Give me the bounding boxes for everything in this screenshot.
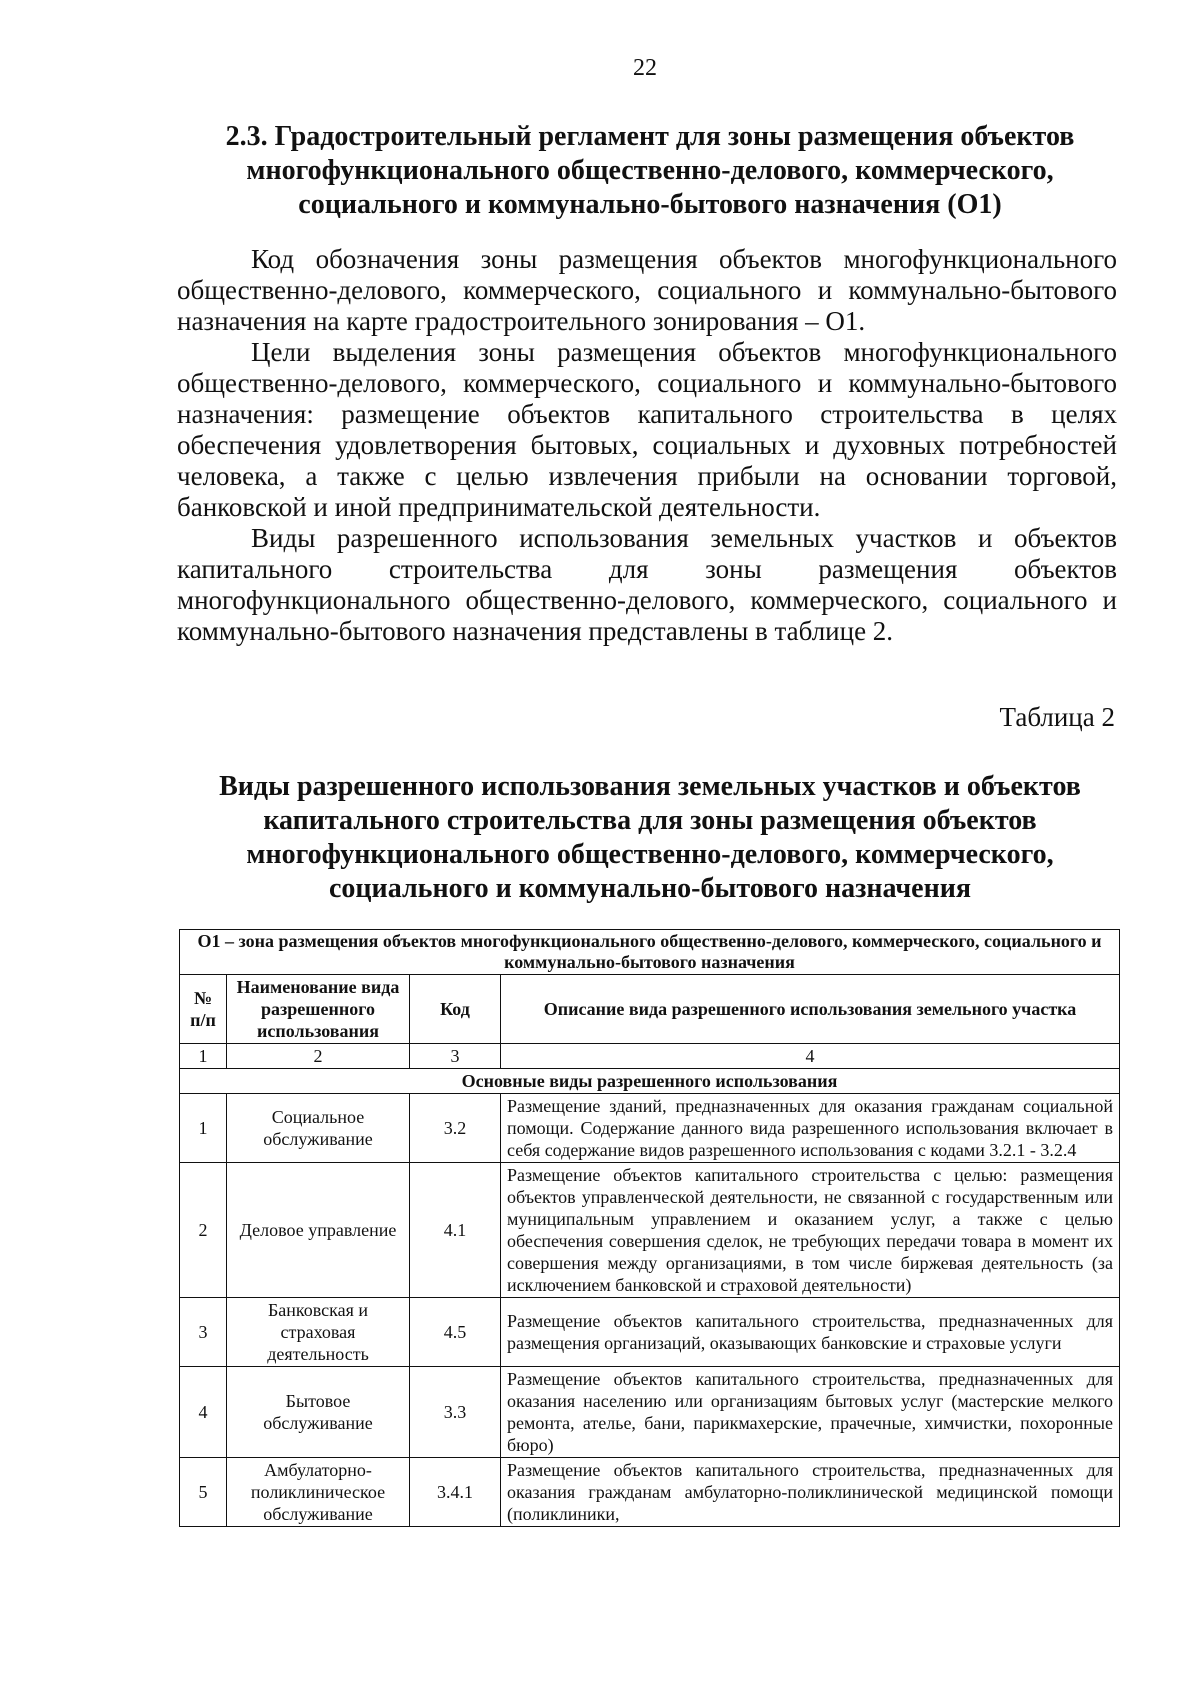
row-num: 2	[180, 1163, 227, 1298]
paragraph: Виды разрешенного использования земельных участков и объектов капитального строительства для зоны размещения объектов многофункционального общественно-делового, коммерческого, социального и коммунально-бытового назначения представлены в таблице 2.	[177, 523, 1117, 646]
table-row	[180, 1094, 1120, 1163]
row-desc: Размещение объектов капитального строительства, предназначенных для оказания гражданам амбулаторно-поликлинической медицинской помощи (поликлиники,	[501, 1458, 1120, 1527]
table-row	[180, 1298, 1120, 1367]
row-name: Деловое управление	[227, 1163, 410, 1298]
paragraph: Код обозначения зоны размещения объектов многофункционального общественно-делового, коммерческого, социального и коммунально-бытового назначения на карте градостроительного зонирования – О1.	[177, 244, 1117, 336]
group-row	[180, 1069, 1120, 1094]
column-header-row	[180, 975, 1120, 1044]
row-code: 3.2	[410, 1094, 501, 1163]
row-num: 1	[180, 1094, 227, 1163]
zone-header: О1 – зона размещения объектов многофункционального общественно-делового, коммерческого, социального и коммунально-бытового назначения	[180, 930, 1120, 975]
row-desc: Размещение объектов капитального строительства, предназначенных для оказания населению или организациям бытовых услуг (мастерские мелкого ремонта, ателье, бани, парикмахерские, прачечные, химчистки, похоронные бюро)	[501, 1367, 1120, 1458]
header-desc: Описание вида разрешенного использования земельного участка	[501, 975, 1120, 1044]
paragraph: Цели выделения зоны размещения объектов многофункционального общественно-делового, коммерческого, социального и коммунально-бытового назначения: размещение объектов капитального строительства в целях обеспечения удовлетворения бытовых, социальных и духовных потребностей человека, а также с целью извлечения прибыли на основании торговой, банковской и иной предпринимательской деятельности.	[177, 337, 1117, 522]
row-name: Банковская и страховая деятельность	[227, 1298, 410, 1367]
permitted-use-table	[179, 929, 1120, 1527]
row-code: 4.5	[410, 1298, 501, 1367]
header-num: № п/п	[180, 975, 227, 1044]
body-text	[177, 244, 1117, 647]
group-label: Основные виды разрешенного использования	[180, 1069, 1120, 1094]
column-number: 2	[227, 1044, 410, 1069]
column-number: 1	[180, 1044, 227, 1069]
table-caption: Таблица 2	[999, 702, 1115, 732]
row-desc: Размещение объектов капитального строительства, предназначенных для размещения организаций, оказывающих банковские и страховые услуги	[501, 1298, 1120, 1367]
row-code: 4.1	[410, 1163, 501, 1298]
row-num: 3	[180, 1298, 227, 1367]
row-desc: Размещение объектов капитального строительства с целью: размещения объектов управленческой деятельности, не связанной с государственным или муниципальным управлением и оказанием услуг, а также с целью обеспечения совершения сделок, не требующих передачи товара в момент их совершения между организациями, в том числе биржевая деятельность (за исключением банковской и страховой деятельности)	[501, 1163, 1120, 1298]
page-number: 22	[633, 55, 657, 81]
zone-header-row	[180, 930, 1120, 975]
row-code: 3.3	[410, 1367, 501, 1458]
column-number: 4	[501, 1044, 1120, 1069]
column-number: 3	[410, 1044, 501, 1069]
header-code: Код	[410, 975, 501, 1044]
row-name: Амбулаторно-поликлиническое обслуживание	[227, 1458, 410, 1527]
row-name: Социальное обслуживание	[227, 1094, 410, 1163]
row-desc: Размещение зданий, предназначенных для оказания гражданам социальной помощи. Содержание данного вида разрешенного использования включает в себя содержание видов разрешенного использования с кодами 3.2.1 - 3.2.4	[501, 1094, 1120, 1163]
row-num: 4	[180, 1367, 227, 1458]
row-code: 3.4.1	[410, 1458, 501, 1527]
row-name: Бытовое обслуживание	[227, 1367, 410, 1458]
table-row	[180, 1458, 1120, 1527]
row-num: 5	[180, 1458, 227, 1527]
column-number-row	[180, 1044, 1120, 1069]
section-title: 2.3. Градостроительный регламент для зоны размещения объектов многофункционального общественно-делового, коммерческого, социального и коммунально-бытового назначения (О1)	[225, 121, 1075, 220]
table-row	[180, 1163, 1120, 1298]
table-row	[180, 1367, 1120, 1458]
header-name: Наименование вида разрешенного использования	[227, 975, 410, 1044]
table-title: Виды разрешенного использования земельных участков и объектов капитального строительства для зоны размещения объектов многофункционального общественно-делового, коммерческого, социального и коммунально-бытового назначения	[219, 771, 1081, 904]
